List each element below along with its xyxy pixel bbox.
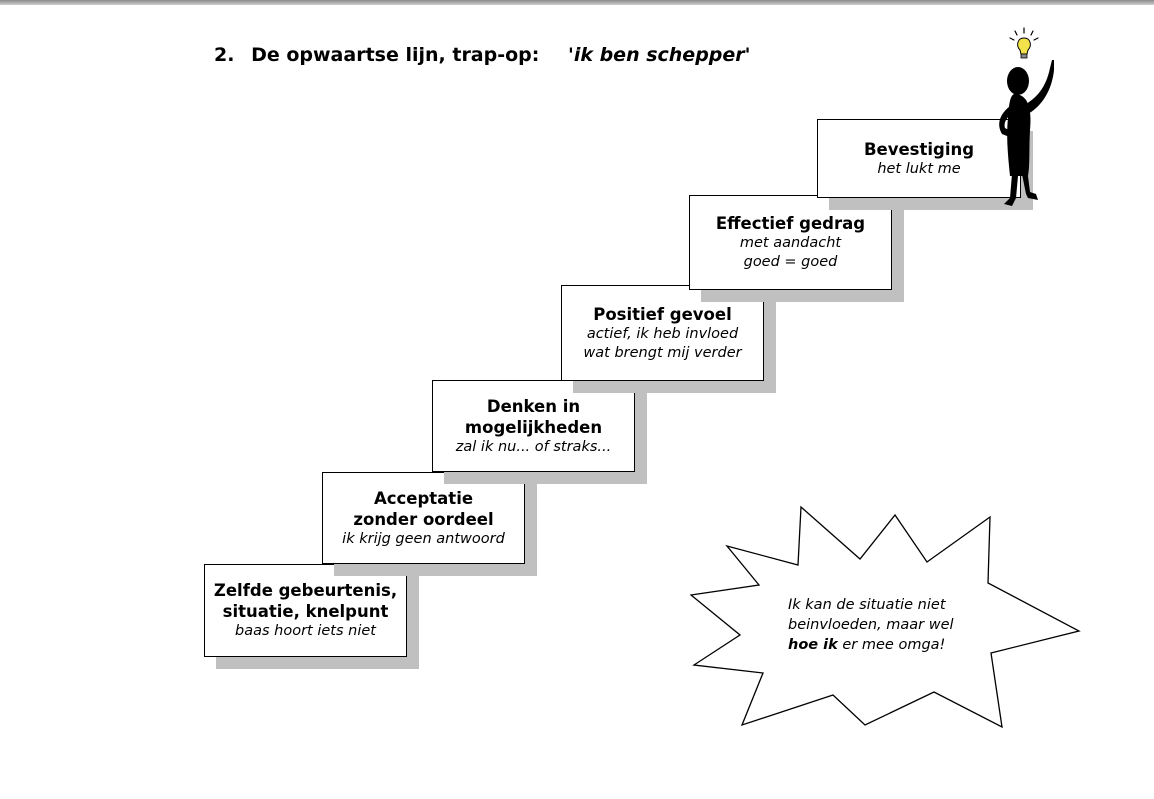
step-5-box	[689, 195, 892, 290]
step-2-heading: Acceptatie zonder oordeel	[353, 488, 494, 529]
title-text: De opwaartse lijn, trap-op:	[251, 44, 540, 66]
callout-text-before: Ik kan de situatie niet beinvloeden, maar wel	[788, 597, 954, 633]
thinking-figure-icon	[988, 26, 1058, 215]
title-number: 2.	[214, 44, 235, 66]
callout-emphasis: hoe ik	[788, 637, 838, 653]
step-5-line-1: met aandacht	[739, 235, 842, 251]
step-6-line-1: het lukt me	[877, 160, 961, 177]
step-3-line-1: zal ik nu... of straks...	[455, 438, 612, 455]
window-top-border	[0, 0, 1154, 5]
step-3-box	[432, 380, 635, 472]
step-5-line-2: goed = goed	[743, 254, 838, 270]
step-2-box	[322, 472, 525, 564]
callout-text	[788, 595, 978, 655]
step-4-box	[561, 285, 764, 381]
step-5-heading: Effectief gedrag	[715, 214, 866, 233]
step-2-line-1: ik krijg geen antwoord	[342, 530, 505, 547]
starburst-callout	[690, 505, 1082, 730]
step-1-heading: Zelfde gebeurtenis, situatie, knelpunt	[213, 581, 398, 621]
title-tagline: 'ik ben schepper'	[568, 44, 751, 66]
step-6-heading: Bevestiging	[863, 139, 975, 159]
callout-text-after: er mee omga!	[837, 637, 946, 653]
step-4-line-2: wat brengt mij verder	[583, 344, 742, 361]
step-4-line-1: actief, ik heb invloed	[586, 325, 739, 342]
step-1-line-1: baas hoort iets niet	[235, 623, 376, 639]
step-1-box	[204, 564, 407, 657]
step-3-heading: Denken in mogelijkheden	[464, 396, 603, 437]
step-4-heading: Positief gevoel	[593, 304, 732, 324]
page-title	[214, 44, 750, 66]
